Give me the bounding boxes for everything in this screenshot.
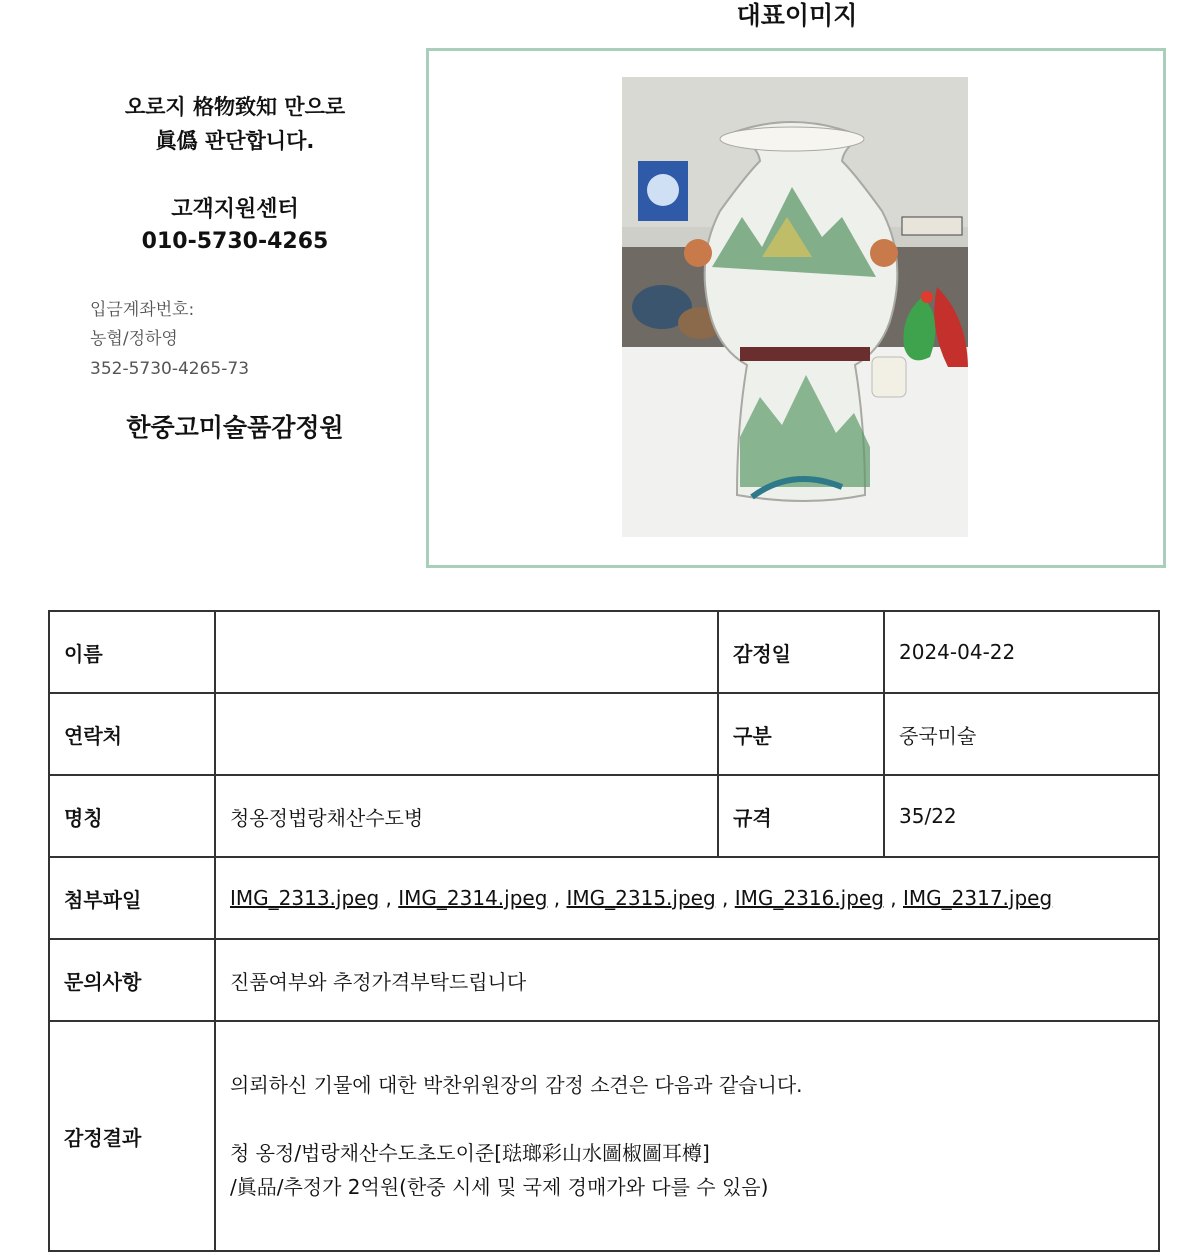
name-value <box>215 611 718 693</box>
org-name: 한중고미술품감정원 <box>126 413 344 442</box>
table-row <box>49 775 1159 857</box>
support-phone[interactable]: 010-5730-4265 <box>141 229 329 254</box>
size-value: 35/22 <box>884 775 1159 857</box>
contact-label: 연락처 <box>49 693 215 775</box>
support-title: 고객지원센터 <box>171 197 299 222</box>
contact-value <box>215 693 718 775</box>
attachment-separator: , <box>890 886 897 910</box>
attachment-link-1[interactable]: IMG_2313.jpeg <box>230 886 380 910</box>
account-number: 352-5730-4265-73 <box>90 359 250 379</box>
account-bank: 농협/정하영 <box>90 329 178 349</box>
name-label: 이름 <box>49 611 215 693</box>
attachment-link-3[interactable]: IMG_2315.jpeg <box>566 886 716 910</box>
result-line-2: 청 옹정/법랑채산수도초도이준[琺瑯彩山水圖椒圖耳樽] <box>230 1141 710 1165</box>
table-row <box>49 857 1159 939</box>
slogan-line-2: 眞僞 판단합니다. <box>155 129 315 153</box>
attachment-separator: , <box>385 886 392 910</box>
table-row <box>49 693 1159 775</box>
attachments-label: 첨부파일 <box>49 857 215 939</box>
attachment-separator: , <box>553 886 561 910</box>
appraisal-date-value: 2024-04-22 <box>884 611 1159 693</box>
result-line-3: /眞品/추정가 2억원(한중 시세 및 국제 경매가와 다를 수 있음) <box>230 1175 769 1199</box>
result-value <box>215 1021 1159 1251</box>
appraisal-table <box>48 610 1160 1252</box>
inquiry-label: 문의사항 <box>49 939 215 1021</box>
attachment-link-2[interactable]: IMG_2314.jpeg <box>398 886 548 910</box>
result-label: 감정결과 <box>49 1021 215 1251</box>
representative-image-title: 대표이미지 <box>736 1 858 30</box>
attachment-separator: , <box>722 886 729 910</box>
vase-photo <box>622 77 968 537</box>
account-label: 입금계좌번호: <box>90 300 195 320</box>
appraisal-date-label: 감정일 <box>718 611 884 693</box>
title-value: 청옹정법랑채산수도병 <box>215 775 718 857</box>
table-row <box>49 611 1159 693</box>
attachment-link-4[interactable]: IMG_2316.jpeg <box>734 886 884 910</box>
vase-illustration <box>622 77 968 537</box>
title-label: 명칭 <box>49 775 215 857</box>
result-line-1: 의뢰하신 기물에 대한 박찬위원장의 감정 소견은 다음과 같습니다. <box>230 1073 803 1097</box>
table-row <box>49 1021 1159 1251</box>
slogan-line-1: 오로지 格物致知 만으로 <box>124 95 346 119</box>
size-label: 규격 <box>718 775 884 857</box>
category-label: 구분 <box>718 693 884 775</box>
inquiry-value: 진품여부와 추정가격부탁드립니다 <box>215 939 1159 1021</box>
attachments-value <box>215 857 1159 939</box>
category-value: 중국미술 <box>884 693 1159 775</box>
attachment-link-5[interactable]: IMG_2317.jpeg <box>903 886 1053 910</box>
table-row <box>49 939 1159 1021</box>
